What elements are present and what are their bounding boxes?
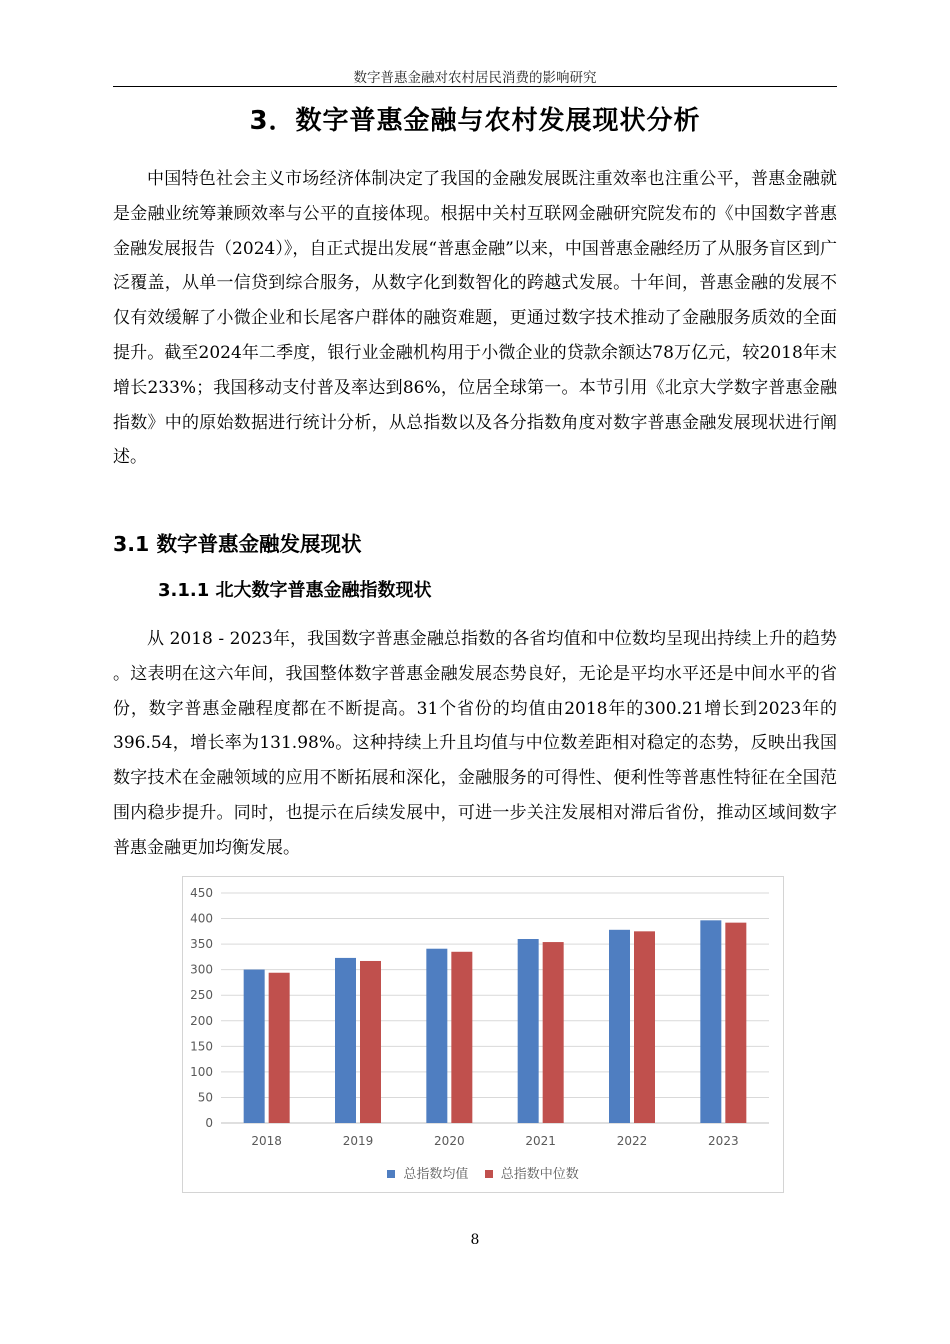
y-tick-label: 200 [190, 1013, 213, 1028]
chapter-title: 3．数字普惠金融与农村发展现状分析 [249, 106, 701, 136]
bar-mean-2020 [426, 949, 447, 1123]
bar-median-2022 [634, 931, 655, 1123]
bar-median-2019 [360, 961, 381, 1123]
y-tick-label: 0 [205, 1116, 213, 1130]
y-tick-label: 100 [190, 1064, 213, 1079]
bar-median-2021 [543, 942, 564, 1123]
page-number: 8 [470, 1232, 480, 1248]
legend-item-mean [387, 1163, 468, 1182]
bar-median-2018 [269, 973, 290, 1123]
x-tick-label: 2018 [251, 1134, 282, 1148]
section-paragraph: 从 2018 - 2023年，我国数字普惠金融总指数的各省均值和中位数均呈现出持续上升的趋势 。这表明在这六年间，我国整体数字普惠金融发展态势良好，无论是平均水平还是中间水平的省份，数字普惠金融程度都在不断提高。31个省份的均值由2018年的300.21增长到2023年的396.54，增长率为131.98%。这种持续上升且均值与中位数差距相对稳定的态势，反映出我国数字技术在金融领域的应用不断拓展和深化，金融服务的可得性、便利性等普惠性特征在全国范围内稳步提升。同时，也提示在后续发展中，可进一步关注发展相对滞后省份，推动区域间数字普惠金融更加均衡发展。 [113, 629, 837, 858]
x-tick-label: 2022 [616, 1134, 648, 1148]
legend-label-mean: 总指数均值 [403, 1167, 469, 1182]
legend-swatch-median [485, 1170, 493, 1178]
y-tick-label: 150 [190, 1039, 213, 1054]
section-title: 3.1 数字普惠金融发展现状 [113, 532, 362, 556]
header-rule [113, 86, 837, 87]
y-tick-label: 250 [190, 988, 213, 1003]
x-tick-label: 2021 [525, 1134, 556, 1148]
legend-label-median: 总指数中位数 [500, 1167, 579, 1182]
bar-median-2023 [725, 923, 746, 1123]
running-header: 数字普惠金融对农村居民消费的影响研究 [353, 70, 597, 86]
bar-median-2020 [451, 952, 472, 1123]
legend-item-median [485, 1163, 579, 1182]
bar-mean-2021 [518, 939, 539, 1123]
bar-chart [182, 876, 784, 1193]
y-tick-label: 50 [197, 1090, 213, 1105]
chart-legend [183, 1163, 783, 1182]
x-tick-label: 2020 [434, 1134, 465, 1148]
bar-mean-2018 [244, 970, 265, 1123]
chart-canvas [183, 877, 785, 1194]
intro-paragraph: 中国特色社会主义市场经济体制决定了我国的金融发展既注重效率也注重公平，普惠金融就是金融业统筹兼顾效率与公平的直接体现。根据中关村互联网金融研究院发布的《中国数字普惠金融发展报告（2024）》，自正式提出发展“普惠金融”以来，中国普惠金融经历了从服务盲区到广泛覆盖，从单一信贷到综合服务，从数字化到数智化的跨越式发展。十年间，普惠金融的发展不仅有效缓解了小微企业和长尾客户群体的融资难题，更通过数字技术推动了金融服务质效的全面提升。截至2024年二季度，银行业金融机构用于小微企业的贷款余额达78万亿元，较2018年末增长233%；我国移动支付普及率达到86%，位居全球第一。本节引用《北京大学数字普惠金融指数》中的原始数据进行统计分析，从总指数以及各分指数角度对数字普惠金融发展现状进行阐述。 [113, 169, 837, 468]
y-tick-label: 300 [190, 962, 213, 977]
bar-mean-2019 [335, 958, 356, 1123]
bar-mean-2023 [700, 920, 721, 1123]
x-tick-label: 2023 [708, 1134, 739, 1148]
y-tick-label: 350 [190, 937, 213, 952]
y-tick-label: 400 [190, 911, 213, 926]
legend-swatch-mean [387, 1170, 395, 1178]
y-tick-label: 450 [190, 886, 213, 900]
bar-mean-2022 [609, 930, 630, 1123]
subsection-title: 3.1.1 北大数字普惠金融指数现状 [158, 580, 432, 601]
x-tick-label: 2019 [342, 1134, 374, 1148]
